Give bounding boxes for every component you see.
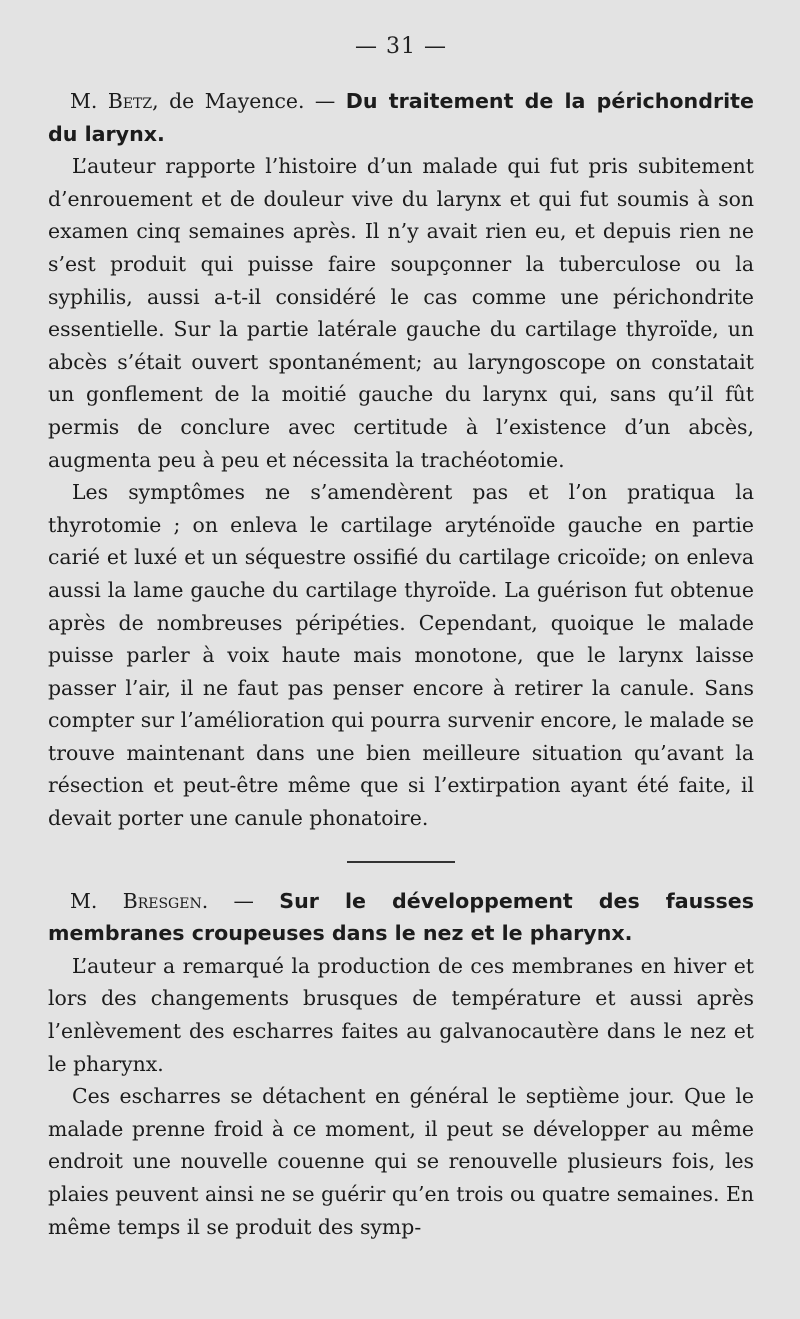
article-author: M. Betz xyxy=(70,89,153,113)
article-paragraph: Les symptômes ne s’amendèrent pas et l’on pratiqua la thyrotomie ; on enleva le cartilage aryténoïde gauche en partie carié et luxé et un séquestre ossifié du cartilage cricoïde; on enleva aussi la lame gauche du cartilage thyroïde. La guérison fut obtenue après de nombreuses péripéties. Cependant, quoique le malade puisse parler à voix haute mais monotone, que le larynx laisse passer l’air, il ne faut pas penser encore à retirer la canule. Sans compter sur l’amélioration qui pourra survenir encore, le malade se trouve maintenant dans une bien meilleure situation qu’avant la résection et peut-être même que si l’extirpation ayant été faite, il devait porter une canule phonatoire. xyxy=(48,480,754,831)
article-title: Sur le développement des fausses membranes croupeuses dans le nez et le pharynx. xyxy=(48,888,755,946)
article-bresgen xyxy=(48,885,754,1244)
article-affiliation: . — xyxy=(201,888,280,913)
page-number: — 31 — xyxy=(355,34,447,59)
article-paragraph: Ces escharres se détachent en général le septième jour. Que le malade prenne froid à ce moment, il peut se développer au même endroit une nouvelle couenne qui se renouvelle plusieurs fois, les plaies peuvent ainsi ne se guérir qu’en trois ou quatre semaines. En même temps il se produit des symp- xyxy=(48,1084,754,1239)
article-affiliation: , de Mayence. — xyxy=(152,89,346,113)
article-paragraph: L’auteur rapporte l’histoire d’un malade qui fut pris subitement d’enrouement et de douleur vive du larynx et qui fut soumis à son examen cinq semaines après. Il n’y avait rien eu, et depuis rien ne s’est produit qui puisse faire soupçonner la tuberculose ou la syphilis, aussi a-t-il considéré le cas comme une périchondrite essentielle. Sur la partie latérale gauche du cartilage thyroïde, un abcès s’était ouvert spontanément; au laryngoscope on constatait un gonflement de la moitié gauche du larynx qui, sans qu’il fût permis de conclure avec certitude à l’existence d’un abcès, augmenta peu à peu et nécessita la trachéotomie. xyxy=(48,154,754,472)
section-divider xyxy=(347,861,455,863)
article-paragraph: L’auteur a remarqué la production de ces membranes en hiver et lors des changements brusques de température et aussi après l’enlèvement des escharres faites au galvanocautère dans le nez et le pharynx. xyxy=(48,953,754,1076)
article-title: Du traitement de la périchondrite du larynx. xyxy=(48,89,754,146)
article-author: M. Bresgen xyxy=(70,888,202,913)
article-heading xyxy=(48,85,754,150)
article-heading xyxy=(48,885,754,950)
article-betz xyxy=(48,85,754,835)
